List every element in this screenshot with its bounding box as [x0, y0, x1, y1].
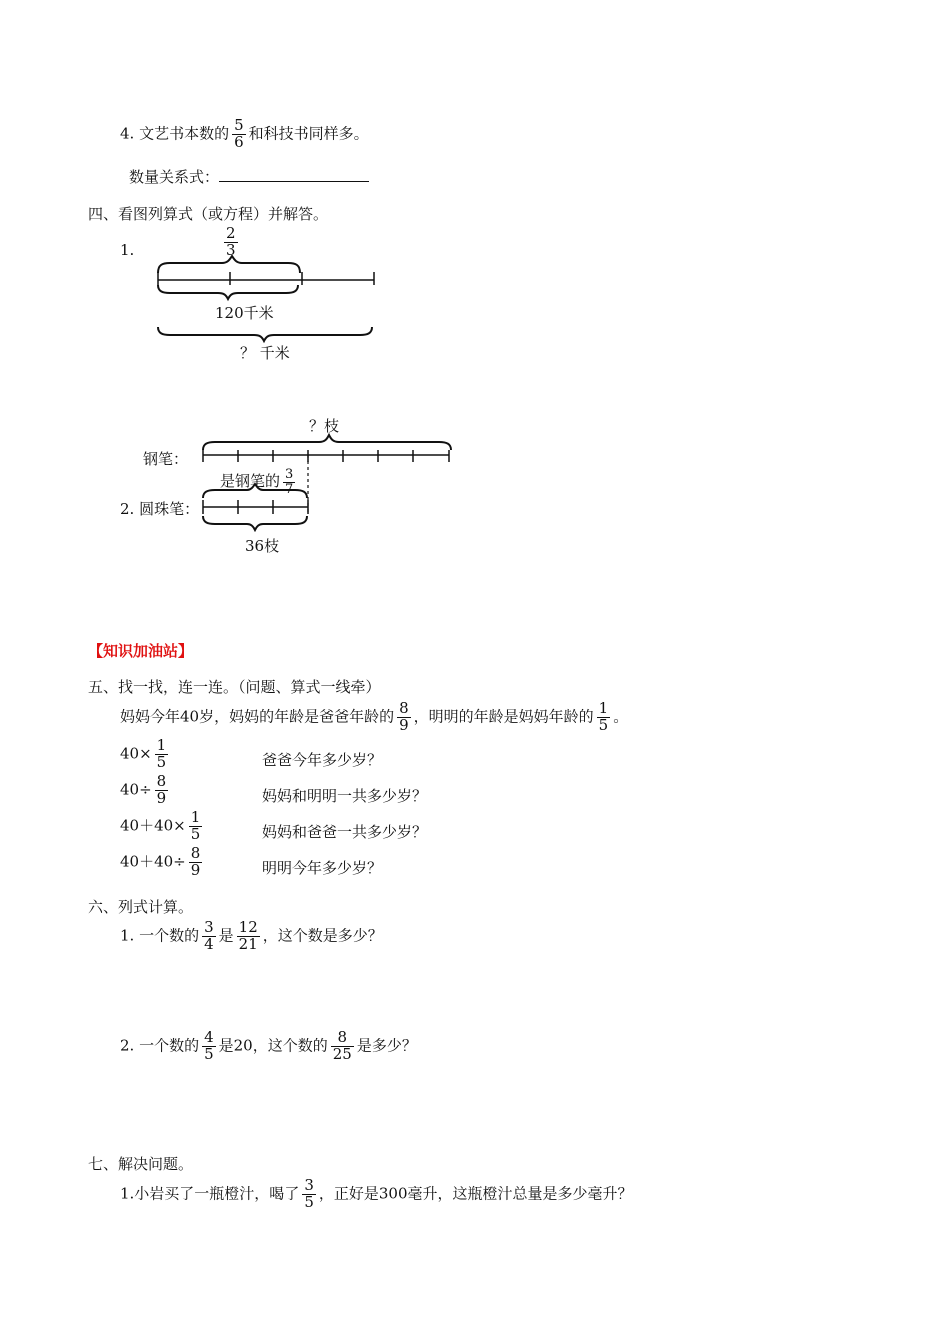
question-item[interactable]: 妈妈和明明一共多少岁？	[262, 787, 428, 805]
section4-heading: 四、看图列算式（或方程）并解答。	[88, 205, 329, 223]
fig2-mid-text: 是钢笔的 $\frac{3}{7}$	[220, 467, 294, 497]
q4-prefix: 4. 文艺书本数的	[120, 124, 230, 143]
section6-problem-2: 2. 一个数的 $\frac{4}{5}$ 是20，这个数的 $\frac{8}{25}$ 是多少？	[120, 1028, 417, 1063]
fig1-diagram	[150, 255, 390, 345]
fig2-top-brace	[203, 435, 451, 450]
question-item[interactable]: 爸爸今年多少岁？	[262, 751, 383, 769]
fig1-top-brace	[158, 256, 300, 273]
fig1-long-brace	[158, 327, 372, 341]
section6-heading: 六、列式计算。	[88, 898, 194, 916]
fig1-fraction: $\frac{2}{3}$	[226, 224, 236, 259]
section7-problem-1: 1.小岩买了一瓶橙汁，喝了 $\frac{3}{5}$ ，正好是300毫升，这瓶橙汁总量是多少毫升？	[120, 1176, 633, 1211]
formula-item[interactable]: 40＋40× $\frac{1}{5}$	[120, 808, 201, 843]
relation-line	[129, 166, 369, 187]
fig2-bottom-brace	[203, 516, 307, 530]
fig1-label-total: ？ 千米	[240, 344, 290, 362]
formula-item[interactable]: 40× $\frac{1}{5}$	[120, 736, 167, 771]
section5-heading: 五、找一找，连一连。（问题、算式一线牵）	[88, 678, 381, 696]
fig2-label-36: 36枝	[245, 537, 280, 555]
question-item[interactable]: 妈妈和爸爸一共多少岁？	[262, 823, 428, 841]
fig2-top-label: ？枝	[309, 417, 340, 435]
fig1-bottom-brace	[158, 285, 298, 299]
q4-line	[120, 118, 369, 151]
section5-intro: 妈妈今年40岁，妈妈的年龄是爸爸年龄的 $\frac{8}{9}$ ，明明的年龄是妈妈年龄的 $\frac{1}{5}$ 。	[120, 699, 629, 734]
fig1-label-120: 120千米	[215, 304, 274, 322]
q4-fraction: $\frac{5}{6}$	[234, 116, 244, 151]
section6-problem-1: 1. 一个数的 $\frac{3}{4}$ 是 $\frac{12}{21}$ ，这个数是多少？	[120, 918, 383, 953]
formula-item[interactable]: 40＋40÷ $\frac{8}{9}$	[120, 844, 201, 879]
fig1-number: 1.	[120, 241, 135, 259]
answer-blank[interactable]	[219, 167, 369, 182]
question-item[interactable]: 明明今年多少岁？	[262, 859, 383, 877]
fig2-ballpoint-row-label: 2. 圆珠笔：	[120, 500, 200, 518]
relation-label: 数量关系式：	[129, 168, 220, 186]
fig2-pen-label: 钢笔：	[143, 450, 189, 468]
section7-heading: 七、解决问题。	[88, 1155, 194, 1173]
knowledge-title: 【知识加油站】	[88, 642, 194, 660]
q4-suffix: 和科技书同样多。	[248, 124, 369, 143]
formula-item[interactable]: 40÷ $\frac{8}{9}$	[120, 772, 167, 807]
